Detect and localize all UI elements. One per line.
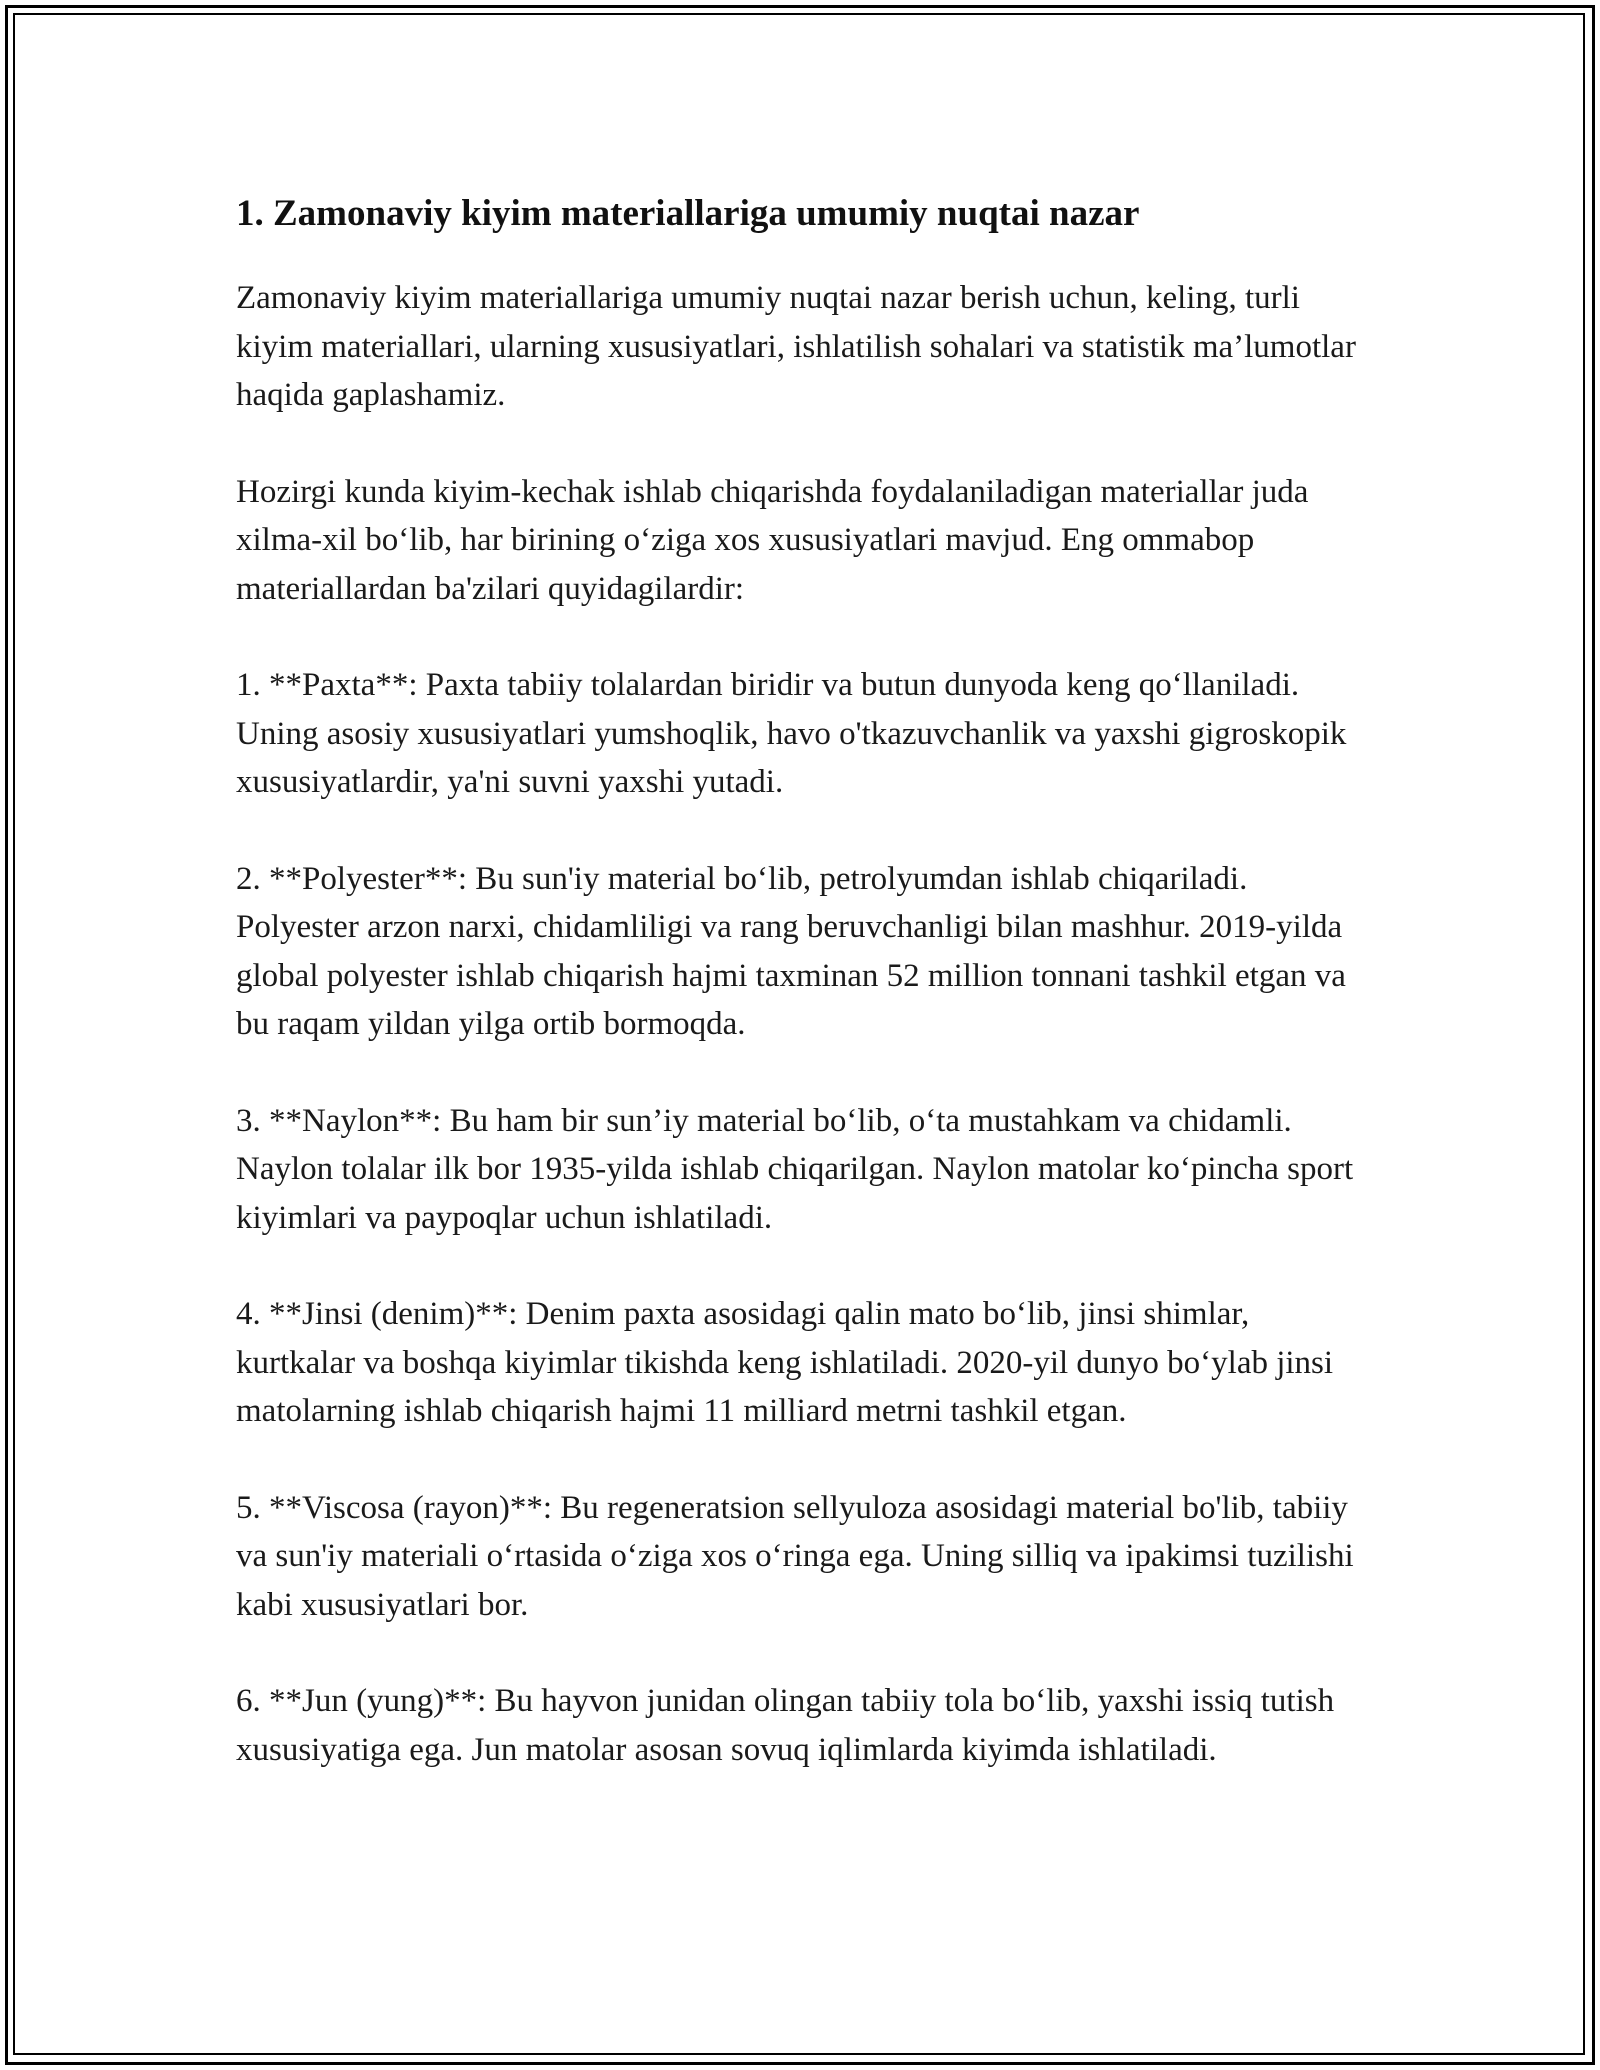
list-item-naylon: 3. **Naylon**: Bu ham bir sun’iy material bo‘lib, o‘ta mustahkam va chidamli. Naylon tolalar ilk bor 1935-yilda ishlab chiqarilgan. Naylon matolar ko‘pincha sport kiyimlari va paypoqlar uchun ishlatiladi. xyxy=(236,1102,1354,1236)
document-body xyxy=(236,186,1376,1822)
list-item-jinsi: 4. **Jinsi (denim)**: Denim paxta asosidagi qalin mato bo‘lib, jinsi shimlar, kurtkalar va boshqa kiyimlar tikishda keng ishlatiladi. 2020-yil dunyo bo‘ylab jinsi matolarning ishlab chiqarish hajmi 11 milliard metrni tashkil etgan. xyxy=(236,1296,1334,1429)
list-item-viscosa: 5. **Viscosa (rayon)**: Bu regeneratsion sellyuloza asosidagi material bo'lib, tabiiy va sun'iy materiali o‘rtasida o‘ziga xos o‘ringa ega. Uning silliq va ipakimsi tuzilishi kabi xususiyatlari bor. xyxy=(236,1489,1354,1623)
intro-paragraph: Zamonaviy kiyim materiallariga umumiy nuqtai nazar berish uchun, keling, turli kiyim materiallari, ularning xususiyatlari, ishlatilish sohalari va statistik ma’lumotlar haqida gaplashamiz. xyxy=(236,280,1356,413)
list-item-polyester: 2. **Polyester**: Bu sun'iy material bo‘lib, petrolyumdan ishlab chiqariladi. Polyester arzon narxi, chidamliligi va rang beruvchanligi bilan mashhur. 2019-yilda global polyester ishlab chiqarish hajmi taxminan 52 million tonnani tashkil etgan va bu raqam yildan yilga ortib bormoqda. xyxy=(236,860,1346,1042)
list-item-paxta: 1. **Paxta**: Paxta tabiiy tolalardan biridir va butun dunyoda keng qo‘llaniladi. Uning asosiy xususiyatlari yumshoqlik, havo o'tkazuvchanlik va yaxshi gigroskopik xususiyatlardir, ya'ni suvni yaxshi yutadi. xyxy=(236,667,1347,800)
list-item-jun: 6. **Jun (yung)**: Bu hayvon junidan olingan tabiiy tola bo‘lib, yaxshi issiq tutish xususiyatiga ega. Jun matolar asosan sovuq iqlimlarda kiyimda ishlatiladi. xyxy=(236,1683,1335,1768)
section-heading: 1. Zamonaviy kiyim materiallariga umumiy nuqtai nazar xyxy=(236,193,1140,234)
overview-paragraph: Hozirgi kunda kiyim-kechak ishlab chiqarishda foydalaniladigan materiallar juda xilma-xil bo‘lib, har birining o‘ziga xos xususiyatlari mavjud. Eng ommabop materiallardan ba'zilari quyidagilardir: xyxy=(236,473,1309,607)
